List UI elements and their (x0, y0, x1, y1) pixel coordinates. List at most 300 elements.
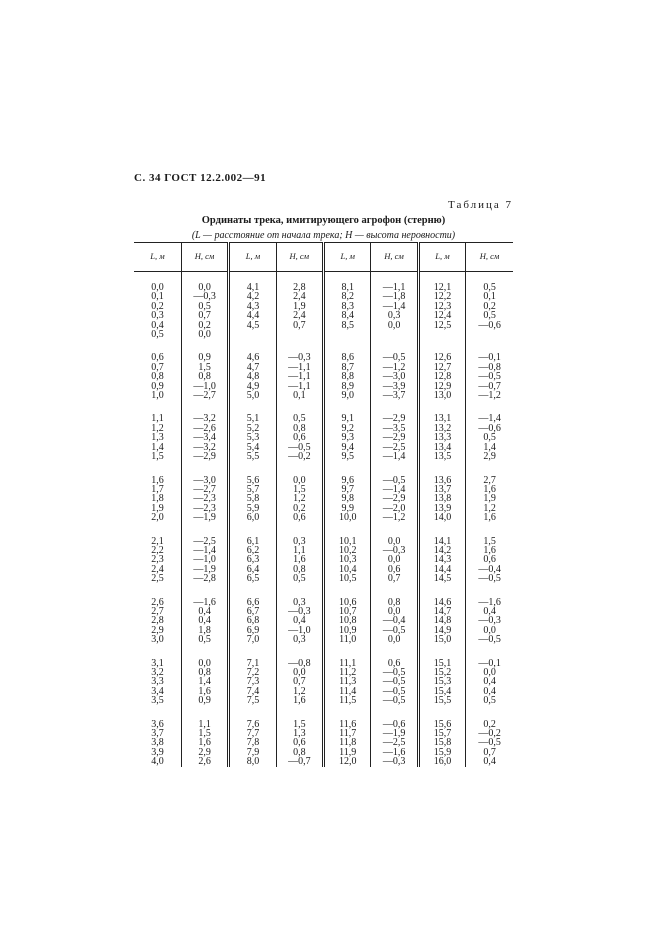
cell-height: 0,5 (276, 400, 323, 423)
cell-height: 1,9 (466, 494, 513, 503)
cell-distance: 15,3 (418, 677, 465, 686)
cell-height: 0,5 (276, 574, 323, 583)
cell-height: —1,0 (181, 555, 228, 564)
table-row (134, 452, 513, 461)
table-row (134, 616, 513, 625)
table-row (134, 391, 513, 400)
table-row (134, 363, 513, 372)
cell-height: —0,5 (371, 339, 418, 362)
table-row (134, 272, 513, 293)
track-ordinates-table (134, 242, 513, 767)
cell-distance: 11,3 (324, 677, 371, 686)
cell-distance: 5,4 (229, 443, 276, 452)
cell-distance: 8,3 (324, 302, 371, 311)
cell-distance: 12,4 (418, 311, 465, 320)
cell-distance: 8,2 (324, 292, 371, 301)
cell-distance: 12,2 (418, 292, 465, 301)
cell-distance: 4,1 (229, 272, 276, 293)
cell-distance: 4,2 (229, 292, 276, 301)
cell-distance: 9,4 (324, 443, 371, 452)
cell-height: —1,8 (371, 292, 418, 301)
cell-height: 0,0 (371, 635, 418, 644)
cell-distance: 14,8 (418, 616, 465, 625)
cell-height: 0,3 (371, 311, 418, 320)
column-header: L, м (418, 243, 465, 272)
cell-distance: 10,9 (324, 626, 371, 635)
cell-height: 0,7 (466, 748, 513, 757)
cell-distance (229, 330, 276, 339)
cell-distance: 3,4 (151, 685, 164, 697)
column-header: H, см (466, 243, 513, 272)
cell-height (371, 330, 418, 339)
cell-distance: 0,5 (151, 329, 164, 341)
cell-distance: 7,5 (229, 696, 276, 705)
cell-height: 0,0 (181, 330, 228, 339)
cell-height: 0,0 (371, 321, 418, 330)
cell-distance: 2,7 (151, 605, 164, 617)
cell-distance: 7,9 (229, 748, 276, 757)
cell-distance: 1,6 (151, 474, 164, 486)
cell-distance: 7,8 (229, 738, 276, 747)
cell-height: 1,6 (276, 555, 323, 564)
cell-distance: 3,9 (151, 746, 164, 758)
cell-height: —1,4 (371, 302, 418, 311)
cell-height: —3,0 (181, 462, 228, 485)
cell-distance: 10,1 (324, 523, 371, 546)
cell-distance: 9,0 (324, 391, 371, 400)
cell-distance: 11,5 (324, 696, 371, 705)
cell-height: 1,6 (276, 696, 323, 705)
cell-distance: 5,9 (229, 504, 276, 513)
cell-distance: 0,8 (151, 371, 164, 383)
cell-height: 0,7 (181, 311, 228, 320)
cell-height: 0,3 (276, 523, 323, 546)
cell-height: —3,0 (371, 372, 418, 381)
cell-height: 1,3 (276, 729, 323, 738)
cell-distance: 7,6 (229, 706, 276, 729)
cell-distance: 12,8 (418, 372, 465, 381)
cell-distance: 0,0 (151, 282, 164, 293)
cell-distance: 10,2 (324, 546, 371, 555)
cell-distance: 9,9 (324, 504, 371, 513)
cell-height: 0,7 (276, 321, 323, 330)
cell-distance: 4,6 (229, 339, 276, 362)
cell-height: 0,8 (181, 668, 228, 677)
cell-height: —1,4 (466, 400, 513, 423)
cell-height: 0,3 (276, 584, 323, 607)
column-header: H, см (371, 243, 418, 272)
table-row (134, 677, 513, 686)
cell-height: —0,1 (466, 645, 513, 668)
cell-height: 0,5 (181, 635, 228, 644)
cell-distance: 1,4 (151, 441, 164, 453)
cell-height: 1,5 (276, 485, 323, 494)
cell-distance: 2,1 (151, 535, 164, 547)
cell-height: 0,5 (466, 311, 513, 320)
table-title: Ординаты трека, имитирующего агрофон (стерню) (201, 215, 446, 226)
cell-distance: 3,2 (151, 667, 164, 678)
cell-height: —3,2 (181, 400, 228, 423)
table-row (134, 513, 513, 522)
cell-height: —0,5 (371, 687, 418, 696)
cell-height: 0,5 (466, 272, 513, 293)
cell-distance: 6,7 (229, 607, 276, 616)
cell-height: 1,9 (276, 302, 323, 311)
cell-distance: 12,1 (418, 272, 465, 293)
cell-distance: 3,7 (151, 728, 164, 740)
cell-height: 0,7 (276, 677, 323, 686)
cell-distance: 7,0 (229, 635, 276, 644)
cell-height: —0,5 (466, 574, 513, 583)
cell-distance: 9,2 (324, 424, 371, 433)
cell-distance: 13,4 (418, 443, 465, 452)
cell-distance: 8,4 (324, 311, 371, 320)
cell-height: —1,1 (276, 372, 323, 381)
cell-distance: 1,8 (151, 493, 164, 505)
cell-height: —0,4 (466, 565, 513, 574)
cell-distance: 5,0 (229, 391, 276, 400)
table-row (134, 485, 513, 494)
cell-height: —1,6 (466, 584, 513, 607)
cell-height: 0,0 (181, 645, 228, 668)
cell-distance: 6,6 (229, 584, 276, 607)
cell-height: 2,9 (181, 748, 228, 757)
cell-height: 0,5 (466, 696, 513, 705)
cell-distance: 5,2 (229, 424, 276, 433)
cell-distance (418, 330, 465, 339)
table-row (134, 462, 513, 485)
cell-distance: 6,0 (229, 513, 276, 522)
cell-distance: 13,0 (418, 391, 465, 400)
cell-height: —1,1 (276, 363, 323, 372)
cell-distance: 3,0 (151, 634, 164, 646)
cell-distance: 14,7 (418, 607, 465, 616)
cell-height: —0,8 (276, 645, 323, 668)
cell-height: 0,2 (181, 321, 228, 330)
cell-height: —0,6 (371, 706, 418, 729)
cell-distance: 13,6 (418, 462, 465, 485)
cell-height: 1,6 (466, 485, 513, 494)
cell-distance: 10,8 (324, 616, 371, 625)
cell-distance: 9,5 (324, 452, 371, 461)
cell-height: —0,7 (466, 382, 513, 391)
cell-distance: 3,6 (151, 718, 164, 730)
cell-distance: 3,5 (151, 695, 164, 707)
cell-distance: 15,1 (418, 645, 465, 668)
table-row (134, 574, 513, 583)
cell-distance: 9,3 (324, 433, 371, 442)
cell-height: 1,6 (466, 546, 513, 555)
table-row (134, 706, 513, 729)
cell-distance: 15,6 (418, 706, 465, 729)
cell-height: 0,4 (276, 616, 323, 625)
cell-distance: 1,7 (151, 483, 164, 495)
cell-height: —1,2 (371, 513, 418, 522)
table-row (134, 494, 513, 503)
cell-height: 2,9 (466, 452, 513, 461)
cell-distance: 7,2 (229, 668, 276, 677)
cell-height: 0,1 (466, 292, 513, 301)
cell-height: 1,4 (181, 677, 228, 686)
table-row (134, 635, 513, 644)
table-row (134, 729, 513, 738)
cell-height: 0,2 (466, 302, 513, 311)
cell-height: —3,4 (181, 433, 228, 442)
cell-height: 0,6 (371, 565, 418, 574)
cell-height: —2,5 (181, 523, 228, 546)
cell-distance: 4,7 (229, 363, 276, 372)
cell-height: —0,3 (371, 546, 418, 555)
table-row (134, 626, 513, 635)
cell-distance: 8,5 (324, 321, 371, 330)
cell-distance: 9,1 (324, 400, 371, 423)
cell-distance: 3,1 (151, 657, 164, 669)
cell-height: —1,0 (276, 626, 323, 635)
cell-distance: 14,9 (418, 626, 465, 635)
cell-height: 0,3 (276, 635, 323, 644)
cell-distance: 14,5 (418, 574, 465, 583)
cell-height: —2,9 (181, 452, 228, 461)
cell-distance: 6,1 (229, 523, 276, 546)
cell-distance: 5,3 (229, 433, 276, 442)
cell-height: 2,4 (276, 292, 323, 301)
cell-height: —0,5 (371, 626, 418, 635)
table-row (134, 382, 513, 391)
cell-distance: 13,8 (418, 494, 465, 503)
cell-distance: 15,0 (418, 635, 465, 644)
cell-height: —0,5 (276, 443, 323, 452)
cell-distance: 5,1 (229, 400, 276, 423)
cell-distance: 2,4 (151, 563, 164, 575)
cell-distance: 0,6 (151, 352, 164, 364)
cell-height: 0,2 (276, 504, 323, 513)
cell-height: 0,4 (181, 616, 228, 625)
cell-height: —0,1 (466, 339, 513, 362)
cell-distance: 2,2 (151, 544, 164, 556)
cell-height: —1,1 (371, 272, 418, 293)
cell-height: —2,3 (181, 494, 228, 503)
cell-distance: 8,7 (324, 363, 371, 372)
cell-height: —0,3 (466, 616, 513, 625)
cell-height: 0,6 (276, 433, 323, 442)
cell-distance: 14,6 (418, 584, 465, 607)
cell-height: —0,4 (371, 616, 418, 625)
cell-height: 0,0 (181, 272, 228, 293)
cell-height: —3,9 (371, 382, 418, 391)
cell-distance: 9,8 (324, 494, 371, 503)
cell-distance: 12,3 (418, 302, 465, 311)
column-header: L, м (229, 243, 276, 272)
table-row (134, 330, 513, 339)
cell-height: —0,5 (466, 372, 513, 381)
cell-distance: 11,7 (324, 729, 371, 738)
cell-height: —2,5 (371, 738, 418, 747)
table-row (134, 584, 513, 607)
cell-distance: 3,3 (151, 676, 164, 688)
cell-height: 0,0 (371, 555, 418, 564)
cell-height: —0,5 (371, 677, 418, 686)
table-row (134, 565, 513, 574)
cell-distance: 0,3 (151, 310, 164, 322)
cell-height: 1,2 (276, 494, 323, 503)
cell-height: 0,9 (181, 696, 228, 705)
table-row (134, 424, 513, 433)
table-row (134, 738, 513, 747)
cell-distance: 8,0 (229, 757, 276, 766)
cell-height: —1,1 (276, 382, 323, 391)
table-row (134, 292, 513, 301)
cell-height: —0,6 (466, 321, 513, 330)
cell-height: —2,9 (371, 400, 418, 423)
cell-height: 1,4 (466, 443, 513, 452)
cell-distance: 10,5 (324, 574, 371, 583)
cell-distance: 1,5 (151, 451, 164, 463)
cell-distance: 11,0 (324, 635, 371, 644)
cell-height: —0,3 (371, 757, 418, 766)
cell-distance: 1,3 (151, 432, 164, 444)
cell-height: 0,6 (276, 738, 323, 747)
cell-height: 0,0 (371, 523, 418, 546)
cell-height: —0,2 (276, 452, 323, 461)
cell-distance: 1,2 (151, 422, 164, 434)
cell-distance: 6,9 (229, 626, 276, 635)
table-row (134, 607, 513, 616)
cell-distance: 12,9 (418, 382, 465, 391)
cell-distance: 15,4 (418, 687, 465, 696)
cell-height: 0,0 (276, 462, 323, 485)
table-row (134, 757, 513, 766)
cell-height: 1,5 (276, 706, 323, 729)
cell-distance: 10,3 (324, 555, 371, 564)
cell-distance: 11,4 (324, 687, 371, 696)
cell-distance: 7,4 (229, 687, 276, 696)
cell-distance: 13,7 (418, 485, 465, 494)
cell-height (466, 330, 513, 339)
cell-distance: 14,0 (418, 513, 465, 522)
cell-height: —1,6 (371, 748, 418, 757)
cell-height: 0,8 (371, 584, 418, 607)
cell-height: 1,1 (181, 706, 228, 729)
cell-height: —0,3 (276, 339, 323, 362)
cell-distance (324, 330, 371, 339)
table-row (134, 400, 513, 423)
cell-height: —2,3 (181, 504, 228, 513)
cell-distance: 15,8 (418, 738, 465, 747)
cell-distance: 11,9 (324, 748, 371, 757)
cell-distance: 2,9 (151, 624, 164, 636)
table-row (134, 696, 513, 705)
cell-height: 1,6 (466, 513, 513, 522)
cell-distance: 2,8 (151, 615, 164, 627)
cell-distance: 1,1 (151, 413, 164, 425)
cell-height: —1,4 (181, 546, 228, 555)
column-header: H, см (181, 243, 228, 272)
cell-height: 1,2 (276, 687, 323, 696)
cell-height: 0,6 (276, 513, 323, 522)
cell-height: 1,2 (466, 504, 513, 513)
cell-height: —3,2 (181, 443, 228, 452)
cell-height: —0,2 (466, 729, 513, 738)
cell-distance: 12,7 (418, 363, 465, 372)
column-header: H, см (276, 243, 323, 272)
cell-height: —2,0 (371, 504, 418, 513)
cell-height: —1,6 (181, 584, 228, 607)
cell-distance: 8,1 (324, 272, 371, 293)
cell-distance: 5,5 (229, 452, 276, 461)
cell-height: —0,5 (371, 462, 418, 485)
cell-distance: 16,0 (418, 757, 465, 766)
table-row (134, 504, 513, 513)
cell-distance: 0,9 (151, 380, 164, 392)
cell-distance: 1,0 (151, 390, 164, 402)
cell-height: 1,6 (181, 687, 228, 696)
cell-height: 0,8 (181, 372, 228, 381)
cell-distance: 7,3 (229, 677, 276, 686)
cell-height: 1,5 (181, 729, 228, 738)
cell-distance: 2,5 (151, 573, 164, 585)
cell-height: 1,1 (276, 546, 323, 555)
cell-distance: 0,2 (151, 300, 164, 312)
cell-distance: 2,0 (151, 512, 164, 524)
table-row (134, 668, 513, 677)
cell-height: —3,5 (371, 424, 418, 433)
cell-height: 2,4 (276, 311, 323, 320)
cell-height: —2,5 (371, 443, 418, 452)
cell-distance: 11,6 (324, 706, 371, 729)
cell-height: —1,2 (371, 363, 418, 372)
cell-distance: 5,6 (229, 462, 276, 485)
cell-height: 0,4 (466, 607, 513, 616)
cell-distance: 11,8 (324, 738, 371, 747)
cell-distance: 13,1 (418, 400, 465, 423)
cell-distance: 13,3 (418, 433, 465, 442)
cell-height: —1,4 (371, 452, 418, 461)
table-row (134, 339, 513, 362)
cell-height: 0,6 (466, 555, 513, 564)
table-row (134, 546, 513, 555)
cell-height: —1,9 (181, 565, 228, 574)
cell-distance: 14,1 (418, 523, 465, 546)
table-header-row (134, 243, 513, 272)
cell-height: —2,7 (181, 391, 228, 400)
cell-height: —0,3 (276, 607, 323, 616)
cell-distance: 15,5 (418, 696, 465, 705)
cell-distance: 4,8 (229, 372, 276, 381)
table-row (134, 748, 513, 757)
cell-height: 0,0 (276, 668, 323, 677)
cell-distance: 5,7 (229, 485, 276, 494)
cell-distance: 12,6 (418, 339, 465, 362)
table-row (134, 311, 513, 320)
cell-height: 2,8 (276, 272, 323, 293)
cell-height: 0,4 (466, 677, 513, 686)
cell-height: 1,8 (181, 626, 228, 635)
cell-distance: 3,8 (151, 737, 164, 749)
cell-height: 0,0 (466, 626, 513, 635)
cell-height: 1,6 (181, 738, 228, 747)
cell-height: 0,8 (276, 565, 323, 574)
cell-distance: 15,9 (418, 748, 465, 757)
table-row (134, 372, 513, 381)
cell-height: 2,7 (466, 462, 513, 485)
cell-distance: 13,9 (418, 504, 465, 513)
table-row (134, 645, 513, 668)
cell-height: 0,8 (276, 424, 323, 433)
cell-distance: 8,9 (324, 382, 371, 391)
table-subtitle: (L — расстояние от начала трека; H — высота неровности) (191, 230, 456, 241)
cell-distance: 10,0 (324, 513, 371, 522)
table-row (134, 555, 513, 564)
